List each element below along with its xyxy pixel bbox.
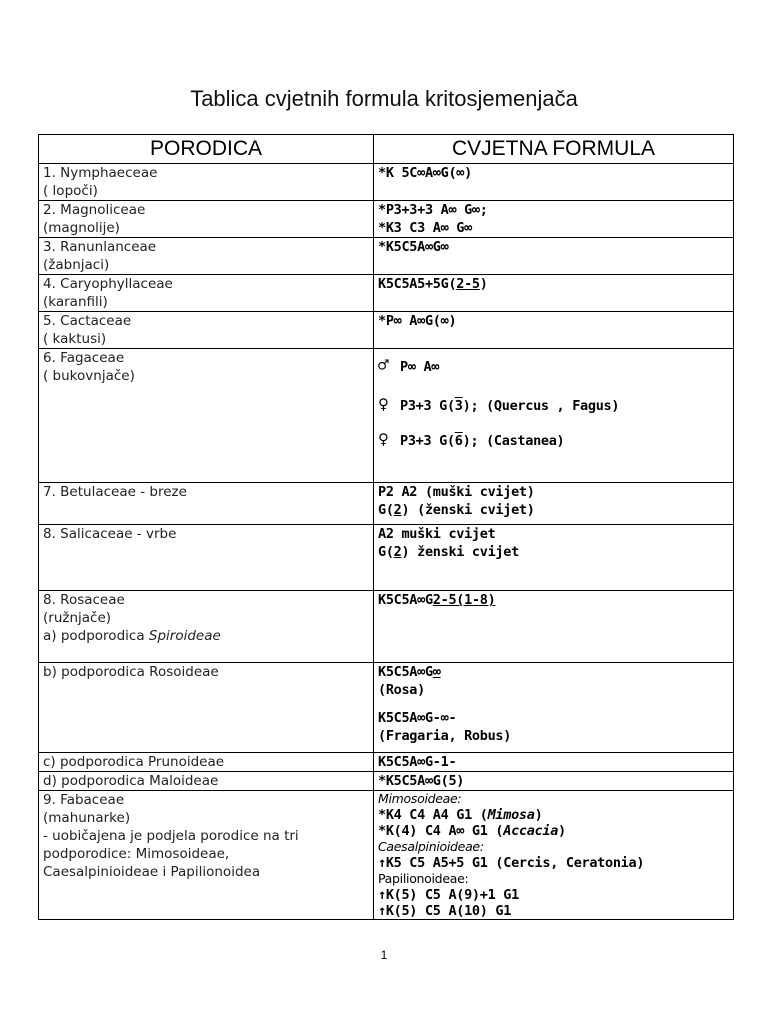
formula: *K5C5A∞G(5)	[378, 773, 465, 789]
formula-underlined: ∞	[432, 664, 441, 680]
formula-cell	[374, 753, 734, 772]
formula-overlined: 3	[454, 398, 463, 414]
formula: *K 5C∞A∞G(∞)	[378, 165, 472, 181]
family-common-name: ( lopoči)	[43, 183, 98, 199]
formula-cell	[374, 772, 734, 791]
family-common-name: (ružnjače)	[43, 610, 112, 626]
table-row	[39, 201, 734, 238]
subfamily-label	[43, 627, 373, 645]
family-cell	[39, 483, 374, 525]
formula-part: )	[479, 276, 488, 292]
formula-cell	[374, 663, 734, 753]
formula-cell	[374, 525, 734, 591]
family-cell	[39, 164, 374, 201]
formula-part: P3+3 G(	[400, 398, 455, 414]
formula: *K3 C3 A∞ G∞	[378, 220, 472, 236]
page-number: 1	[380, 948, 388, 962]
formula-underlined: 2-5(1-8)	[432, 592, 496, 608]
formula-part: )	[558, 823, 566, 839]
formula: *K5C5A∞G∞	[378, 239, 449, 255]
family-common-name: (magnolije)	[43, 220, 120, 236]
formula-part: ); (Castanea)	[462, 433, 565, 449]
family-note: - uobičajena je podjela porodice na tri	[43, 828, 299, 844]
table-row	[39, 483, 734, 525]
formula-part: G(	[378, 544, 394, 560]
formula	[378, 663, 733, 681]
formula-part: K5C5A5+5G(	[378, 276, 457, 292]
formula	[378, 807, 733, 823]
formula-cell	[374, 312, 734, 349]
formula-part: *K(4) C4 A∞ G1 (	[378, 823, 504, 839]
formula-part: G(	[378, 502, 394, 518]
formula-cell	[374, 791, 734, 920]
formula-underlined: 2	[393, 502, 402, 518]
formula: *P∞ A∞G(∞)	[378, 313, 457, 329]
formula	[378, 823, 733, 839]
family-common-name: ( bukovnjače)	[43, 368, 135, 384]
formula: ↑K(5) C5 A(10) G1	[378, 903, 512, 919]
table-row	[39, 238, 734, 275]
header-formula: CVJETNA FORMULA	[374, 135, 734, 164]
table-row	[39, 663, 734, 753]
formula-underlined: 2-5	[456, 276, 480, 292]
female-symbol-icon: ♀	[378, 394, 389, 415]
family-cell	[39, 238, 374, 275]
family-common-name: (mahunarke)	[43, 810, 131, 826]
family-name: 4. Caryophyllaceae	[43, 276, 173, 292]
subfamily-label: Caesalpinioideae:	[378, 839, 484, 854]
formula: A2 muški cvijet	[378, 526, 496, 542]
family-cell	[39, 275, 374, 312]
family-cell	[39, 791, 374, 920]
female-formula	[378, 396, 733, 415]
formula	[378, 543, 733, 561]
family-cell	[39, 349, 374, 483]
family-name: 8. Rosaceae	[43, 592, 125, 608]
formula-part: K5C5A∞G	[378, 664, 433, 680]
subfamily-label: Mimosoideae:	[378, 791, 462, 806]
subfamily-name: d) podporodica Maloideae	[43, 773, 219, 789]
family-name: 8. Salicaceae - vrbe	[43, 526, 177, 542]
formula: K5C5A∞G-1-	[378, 754, 457, 770]
formula-overlined: 6	[454, 433, 463, 449]
formula-part: P3+3 G(	[400, 433, 455, 449]
family-name: 1. Nymphaeceae	[43, 165, 158, 181]
family-cell	[39, 591, 374, 663]
family-name: 6. Fagaceae	[43, 350, 125, 366]
family-name: 7. Betulaceae - breze	[43, 484, 187, 500]
subfamily-name: b) podporodica Rosoideae	[43, 664, 219, 680]
genus-name: Mimosa	[487, 807, 535, 823]
subfamily-name: Spiroideae	[148, 628, 221, 644]
family-note: podporodice: Mimosoideae,	[43, 846, 230, 862]
formula-part: ); (Quercus , Fagus)	[462, 398, 620, 414]
subfamily-label: Papilionoideae:	[378, 871, 469, 886]
female-formula	[378, 431, 733, 450]
family-cell	[39, 663, 374, 753]
table-row	[39, 591, 734, 663]
formula-part: ) (ženski cvijet)	[401, 502, 535, 518]
formula-cell	[374, 349, 734, 483]
formula-cell	[374, 591, 734, 663]
family-name: 3. Ranunlanceae	[43, 239, 157, 255]
formula-cell	[374, 275, 734, 312]
formula	[378, 275, 733, 293]
header-row	[39, 135, 734, 164]
table-row	[39, 753, 734, 772]
formula-part: )	[534, 807, 543, 823]
formula-cell	[374, 164, 734, 201]
formula-note: (Fragaria, Robus)	[378, 728, 512, 744]
formula	[378, 501, 733, 519]
female-symbol-icon: ♀	[378, 429, 389, 450]
subfamily-prefix: a) podporodica	[43, 628, 149, 644]
family-cell	[39, 312, 374, 349]
family-name: 9. Fabaceae	[43, 792, 125, 808]
family-common-name: (karanfili)	[43, 294, 108, 310]
family-cell	[39, 525, 374, 591]
family-cell	[39, 201, 374, 238]
table-row	[39, 791, 734, 920]
family-name: 2. Magnoliceae	[43, 202, 146, 218]
family-common-name: ( kaktusi)	[43, 331, 107, 347]
formula	[378, 591, 733, 609]
table-row	[39, 525, 734, 591]
family-name: 5. Cactaceae	[43, 313, 132, 329]
formula: P∞ A∞	[400, 359, 440, 375]
formula-cell	[374, 201, 734, 238]
formula: K5C5A∞G-∞-	[378, 710, 457, 726]
male-formula	[378, 357, 733, 376]
table-row	[39, 312, 734, 349]
formula-part: K5C5A∞G	[378, 592, 433, 608]
header-family: PORODICA	[39, 135, 374, 164]
family-common-name: (žabnjaci)	[43, 257, 110, 273]
formula-part: *K4 C4 A4 G1 (	[378, 807, 488, 823]
formula-underlined: 2	[393, 544, 402, 560]
table-row	[39, 164, 734, 201]
subfamily-name: c) podporodica Prunoideae	[43, 754, 225, 770]
formula: ↑K5 C5 A5+5 G1 (Cercis, Ceratonia)	[378, 855, 645, 871]
table-row	[39, 275, 734, 312]
document-title: Tablica cvjetnih formula kritosjemenjača	[190, 86, 578, 111]
family-note: Caesalpinioideae i Papilionoidea	[43, 864, 261, 880]
formula: ↑K(5) C5 A(9)+1 G1	[378, 887, 519, 903]
formula-note: (Rosa)	[378, 682, 425, 698]
formula: *P3+3+3 A∞ G∞;	[378, 202, 488, 218]
family-cell	[39, 753, 374, 772]
family-cell	[39, 772, 374, 791]
formula: P2 A2 (muški cvijet)	[378, 484, 535, 500]
formula-cell	[374, 483, 734, 525]
genus-name: Accacia	[503, 823, 559, 839]
formula-table	[38, 134, 734, 920]
formula-part: ) ženski cvijet	[401, 544, 519, 560]
formula-cell	[374, 238, 734, 275]
table-row	[39, 349, 734, 483]
male-symbol-icon: ♂	[378, 355, 389, 376]
table-row	[39, 772, 734, 791]
